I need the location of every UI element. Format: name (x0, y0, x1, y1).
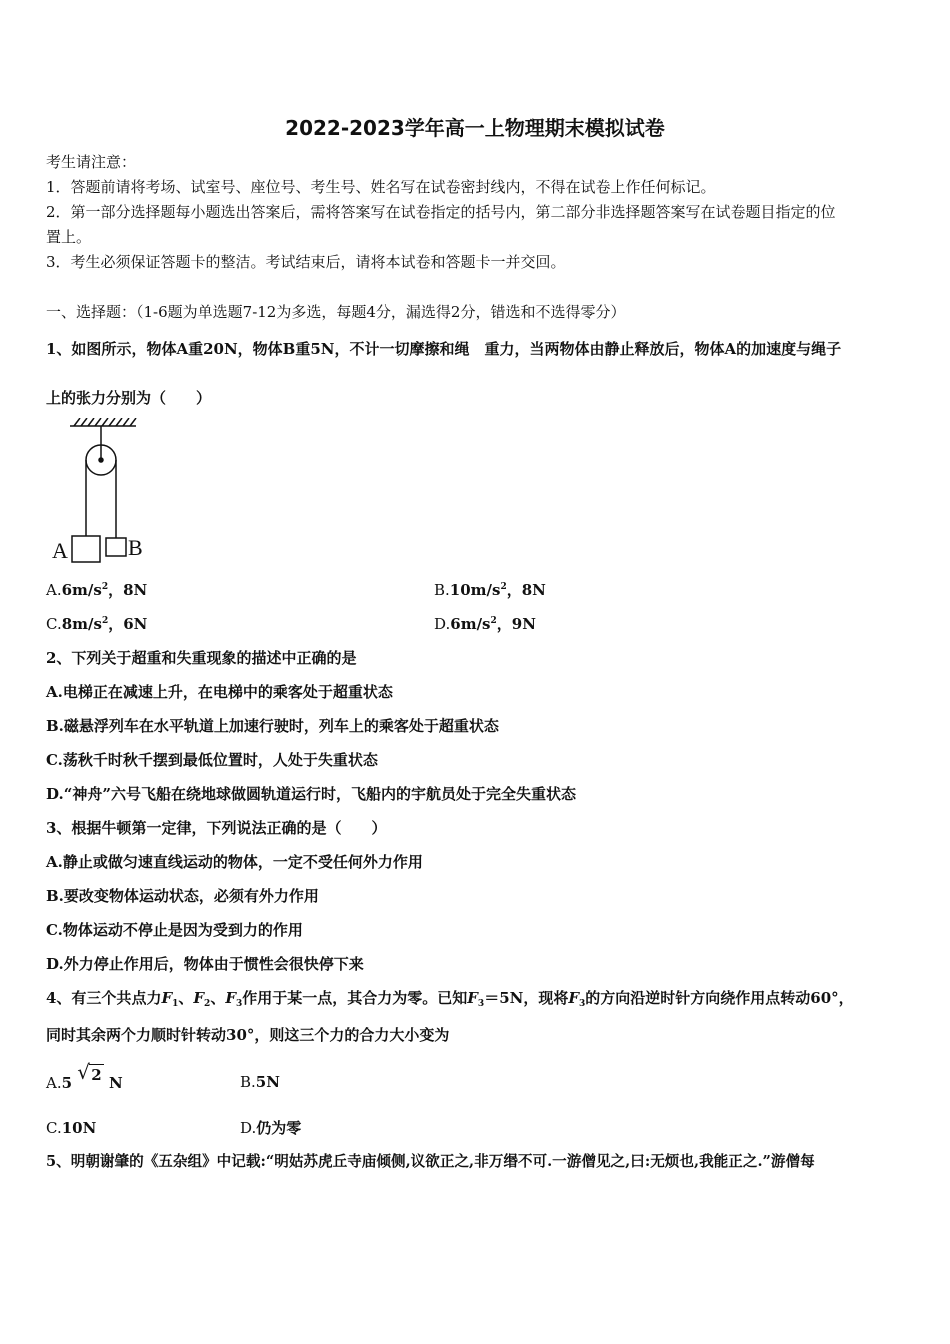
q4-stem-cont: 同时其余两个力顺时针转动30°，则这三个力的合力大小变为 (46, 1026, 450, 1044)
q1-option-b: $B.10m/s^2$，8N (434, 581, 546, 599)
q3-option-b: B.要改变物体运动状态，必须有外力作用 (46, 887, 319, 905)
notice-heading: 考生请注意： (46, 153, 137, 171)
q5-stem: 5、明朝谢肇的《五杂组》中记载:“明姑苏虎丘寺庙倾侧,议欲正之,非万缗不可.一游僧见之,曰:无烦也,我能正之.”游僧每 (46, 1153, 815, 1170)
figure-label-b: B (128, 535, 143, 560)
notice-item: 1．答题前请将考场、试室号、座位号、考生号、姓名写在试卷密封线内，不得在试卷上作任何标记。 (46, 178, 716, 196)
q3-stem: 3、根据牛顿第一定律，下列说法正确的是（ ） (46, 819, 387, 837)
q3-option-c: C.物体运动不停止是因为受到力的作用 (46, 921, 303, 939)
q2-option-b: B.磁悬浮列车在水平轨道上加速行驶时，列车上的乘客处于超重状态 (46, 717, 499, 735)
notice-item: 置上。 (46, 228, 92, 246)
page-title: 2022-2023学年高一上物理期末模拟试卷 (285, 116, 665, 140)
q1-option-d: $D.6m/s^2$，9N (434, 615, 536, 633)
sqrt-radical: √ (77, 1060, 91, 1084)
q4-option-b: B.5N (240, 1073, 280, 1091)
q1-stem-cont: 上的张力分别为（ ） (46, 389, 212, 407)
q4-option-a: A.5 √ 2 N (46, 1060, 123, 1092)
q3-option-a: A.静止或做匀速直线运动的物体，一定不受任何外力作用 (46, 853, 423, 871)
q2-option-c: C.荡秋千时秋千摆到最低位置时，人处于失重状态 (46, 751, 378, 769)
q4-option-c: C.10N (46, 1119, 97, 1137)
q1-option-c: $C.8m/s^2$，6N (46, 615, 148, 633)
pulley-figure (46, 418, 156, 568)
notice-item: 3．考生必须保证答题卡的整洁。考试结束后，请将本试卷和答题卡一并交回。 (46, 253, 566, 271)
figure-label-a: A (52, 538, 68, 563)
q4-stem: 4、有三个共点力$F_1$、$F_2$、$F_3$作用于某一点，其合力为零。已知$F_3=5N$，现将$F_3$的方向沿逆时针方向绕作用点转动60°， (46, 989, 854, 1009)
q2-option-a: A.电梯正在减速上升，在电梯中的乘客处于超重状态 (46, 683, 393, 701)
q1-option-a: $A.6m/s^2$，8N (46, 581, 148, 599)
section-heading: 一、选择题：（1-6题为单选题7-12为多选，每题4分，漏选得2分，错选和不选得零分） (46, 303, 626, 321)
q3-option-d: D.外力停止作用后，物体由于惯性会很快停下来 (46, 955, 364, 973)
q2-option-d: D.“神舟”六号飞船在绕地球做圆轨道运行时，飞船内的宇航员处于完全失重状态 (46, 785, 576, 803)
q1-stem: 1、如图所示，物体A重20N，物体B重5N，不计一切摩擦和绳 重力，当两物体由静止释放后，物体A的加速度与绳子 (46, 340, 842, 358)
q2-stem: 2、下列关于超重和失重现象的描述中正确的是 (46, 649, 357, 667)
q4-option-d: D.仍为零 (240, 1119, 302, 1137)
notice-item: 2．第一部分选择题每小题选出答案后，需将答案写在试卷指定的括号内，第二部分非选择题答案写在试卷题目指定的位 (46, 203, 836, 221)
